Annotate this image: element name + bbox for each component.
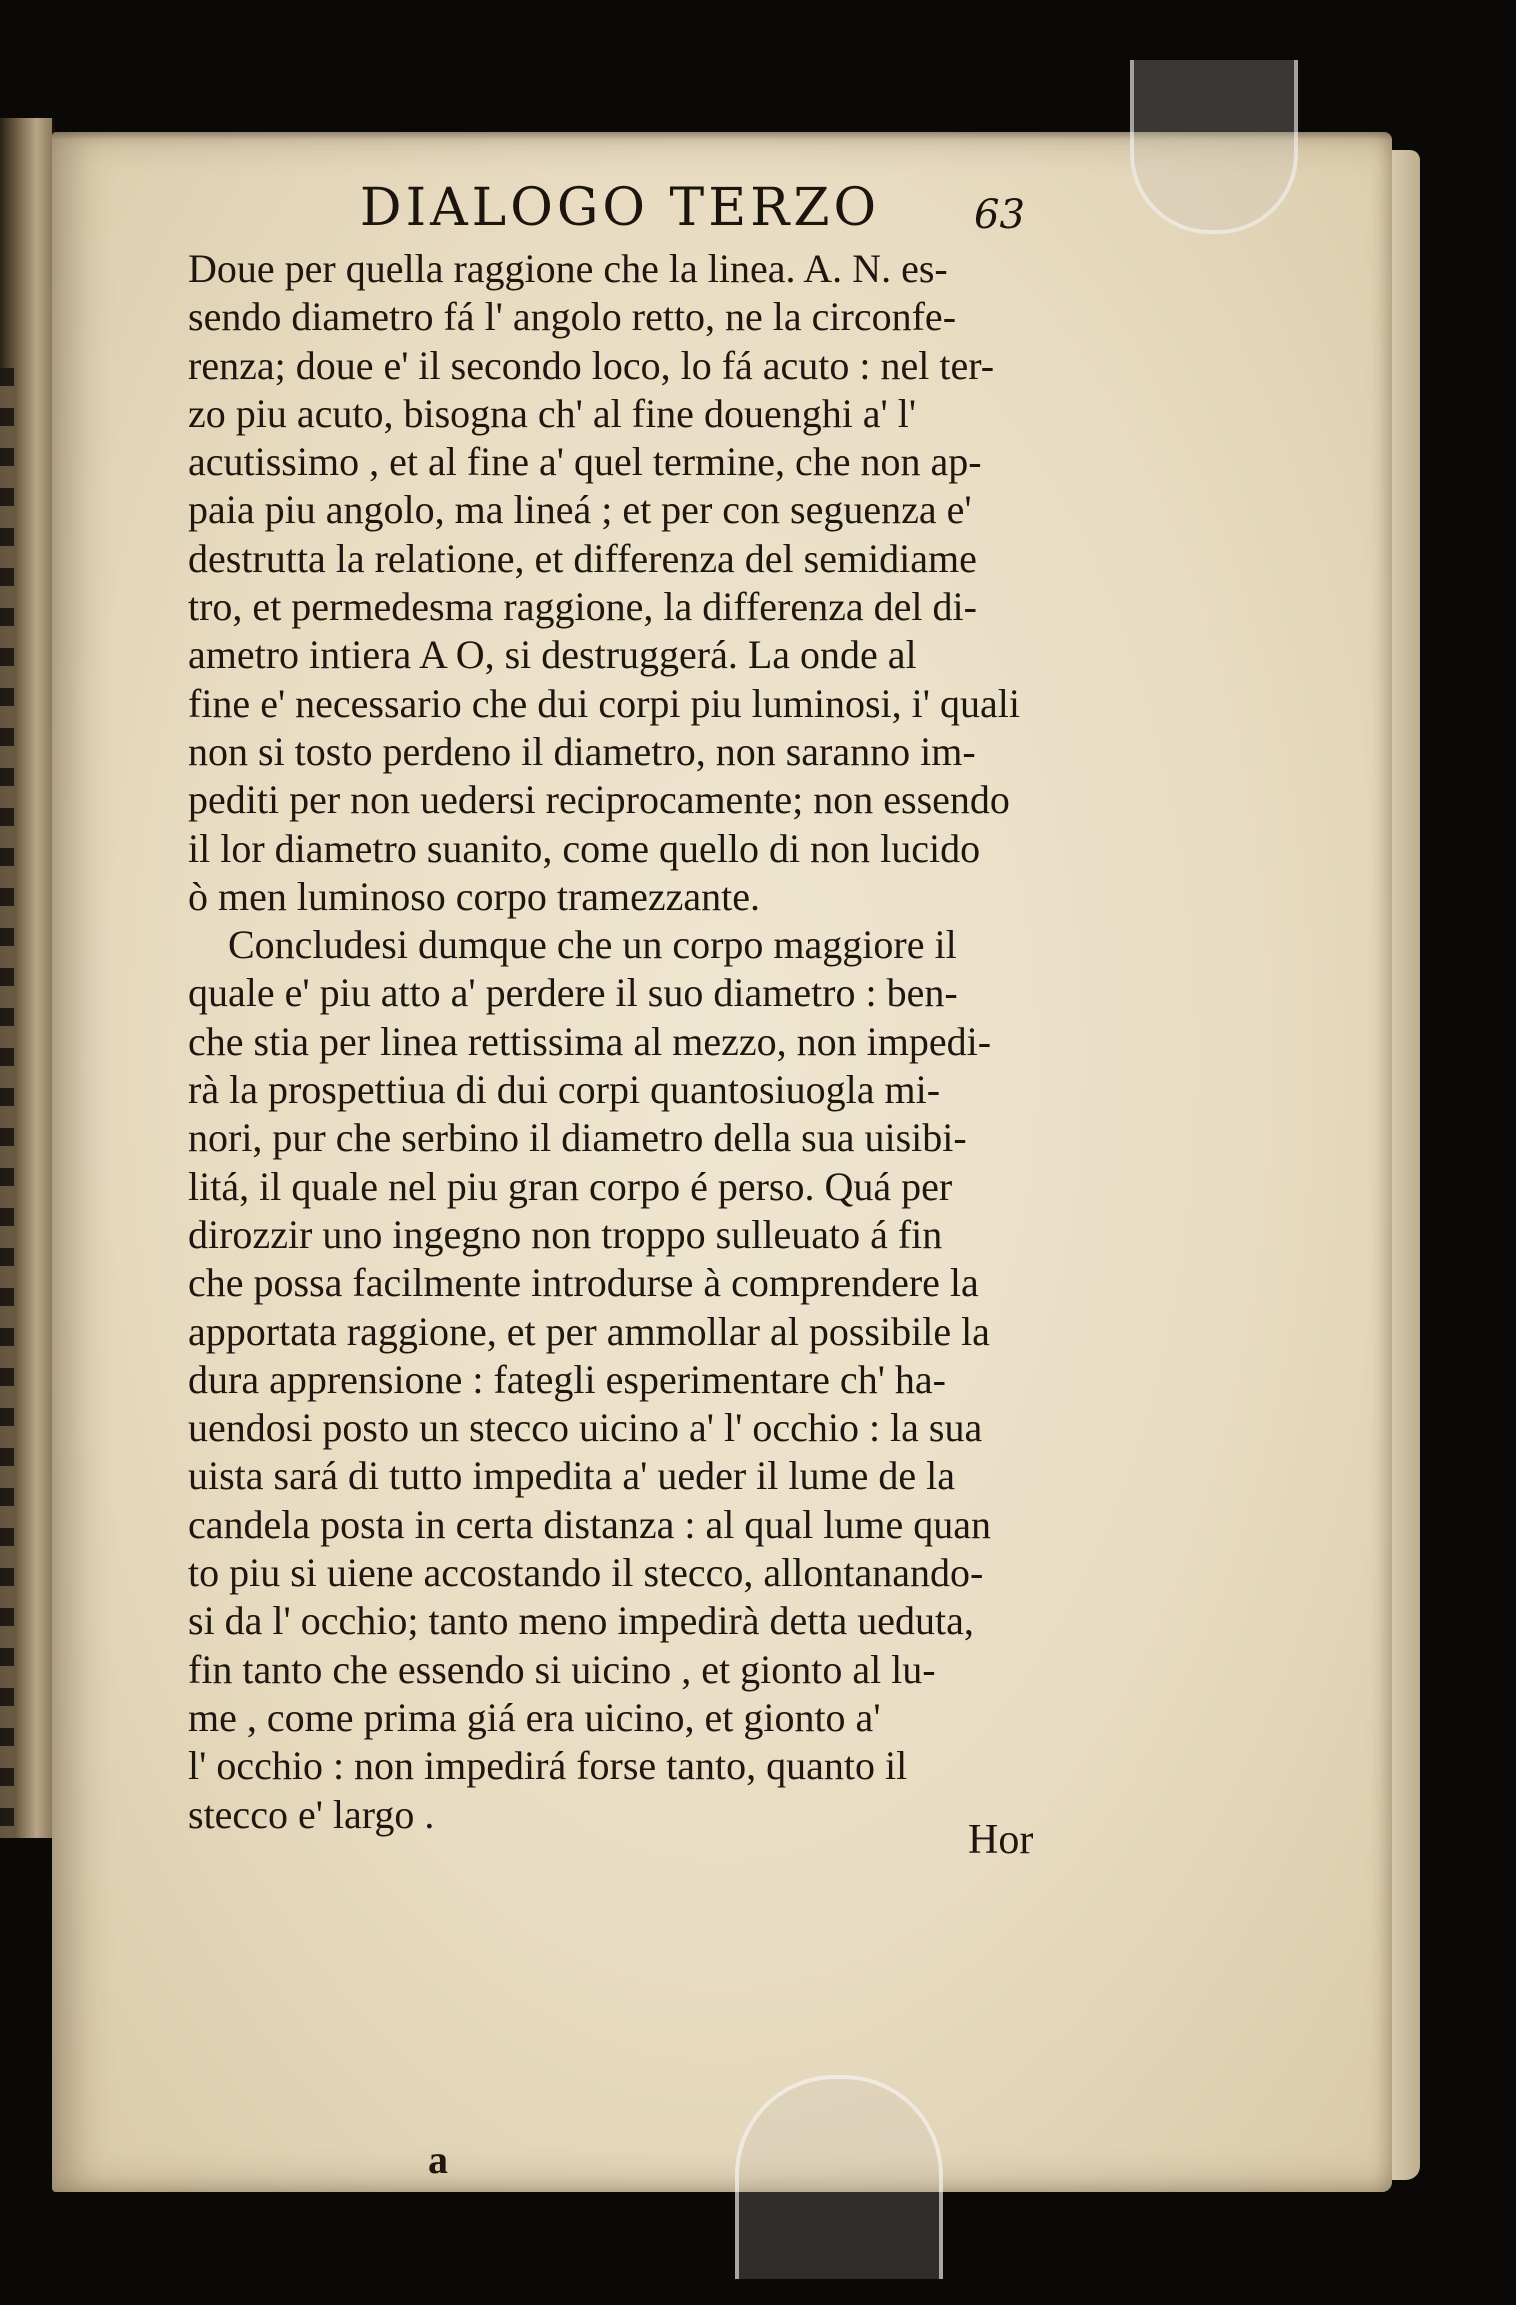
text-line: che stia per linea rettissima al mezzo, non impedi- bbox=[188, 1018, 992, 1064]
page-weight-top bbox=[1130, 60, 1298, 234]
facing-page-edge bbox=[0, 118, 55, 1838]
text-line: dura apprensione : fategli esperimentare ch' ha- bbox=[188, 1356, 946, 1402]
text-line: che possa facilmente introdurse à comprendere la bbox=[188, 1260, 979, 1306]
text-line: quale e' piu atto a' perdere il suo diametro : ben- bbox=[188, 970, 958, 1016]
catchword: Hor bbox=[968, 1817, 1034, 1863]
text-line: tro, et permedesma raggione, la differenza del di- bbox=[188, 584, 977, 630]
text-line: sendo diametro fá l' angolo retto, ne la circonfe- bbox=[188, 294, 957, 340]
text-line: nori, pur che serbino il diametro della sua uisibi- bbox=[188, 1115, 967, 1161]
text-line: pediti per non uedersi reciprocamente; non essendo bbox=[188, 777, 1010, 823]
running-head: DIALOGO TERZO bbox=[359, 178, 881, 238]
text-line: candela posta in certa distanza : al qual lume quan bbox=[188, 1501, 992, 1547]
body-text bbox=[188, 245, 1068, 1839]
text-line: il lor diametro suanito, come quello di non lucido bbox=[188, 825, 981, 871]
page-number: 63 bbox=[974, 192, 1025, 238]
text-line: acutissimo , et al fine a' quel termine, che non ap- bbox=[188, 439, 982, 485]
text-line: to piu si uiene accostando il stecco, allontanando- bbox=[188, 1550, 984, 1596]
text-line: si da l' occhio; tanto meno impedirà detta ueduta, bbox=[188, 1598, 974, 1644]
text-line: uista sará di tutto impedita a' ueder il lume de la bbox=[188, 1453, 955, 1499]
text-line: rà la prospettiua di dui corpi quantosiuogla mi- bbox=[188, 1067, 941, 1113]
text-line: uendosi posto un stecco uicino a' l' occhio : la sua bbox=[188, 1405, 983, 1451]
text-line: apportata raggione, et per ammollar al possibile la bbox=[188, 1308, 990, 1354]
text-line: l' occhio : non impedirá forse tanto, quanto il bbox=[188, 1743, 908, 1789]
text-line: Concludesi dumque che un corpo maggiore il bbox=[228, 922, 957, 968]
text-line: fin tanto che essendo si uicino , et gionto al lu- bbox=[188, 1646, 936, 1692]
text-line: paia piu angolo, ma lineá ; et per con seguenza e' bbox=[188, 487, 972, 533]
text-line: destrutta la relatione, et differenza del semidiame bbox=[188, 535, 977, 581]
text-line: litá, il quale nel piu gran corpo é perso. Quá per bbox=[188, 1163, 953, 1209]
text-line: ametro intiera A O, si destruggerá. La onde al bbox=[188, 632, 917, 678]
facing-page-text-edge bbox=[0, 368, 14, 1838]
text-line: non si tosto perdeno il diametro, non saranno im- bbox=[188, 728, 976, 774]
text-line: renza; doue e' il secondo loco, lo fá acuto : nel ter- bbox=[188, 342, 995, 388]
text-line: fine e' necessario che dui corpi piu luminosi, i' quali bbox=[188, 680, 1020, 726]
page-weight-bottom bbox=[735, 2075, 943, 2279]
text-line: zo piu acuto, bisogna ch' al fine douenghi a' l' bbox=[188, 390, 917, 436]
text-line: Doue per quella raggione che la linea. A. N. es- bbox=[188, 246, 948, 291]
text-line: ò men luminoso corpo tramezzante. bbox=[188, 873, 761, 919]
signature-mark: a bbox=[428, 2137, 448, 2182]
text-line: dirozzir uno ingegno non troppo sulleuato á fin bbox=[188, 1211, 943, 1257]
text-line: me , come prima giá era uicino, et gionto a' bbox=[188, 1694, 881, 1740]
text-line: stecco e' largo . bbox=[188, 1791, 435, 1837]
